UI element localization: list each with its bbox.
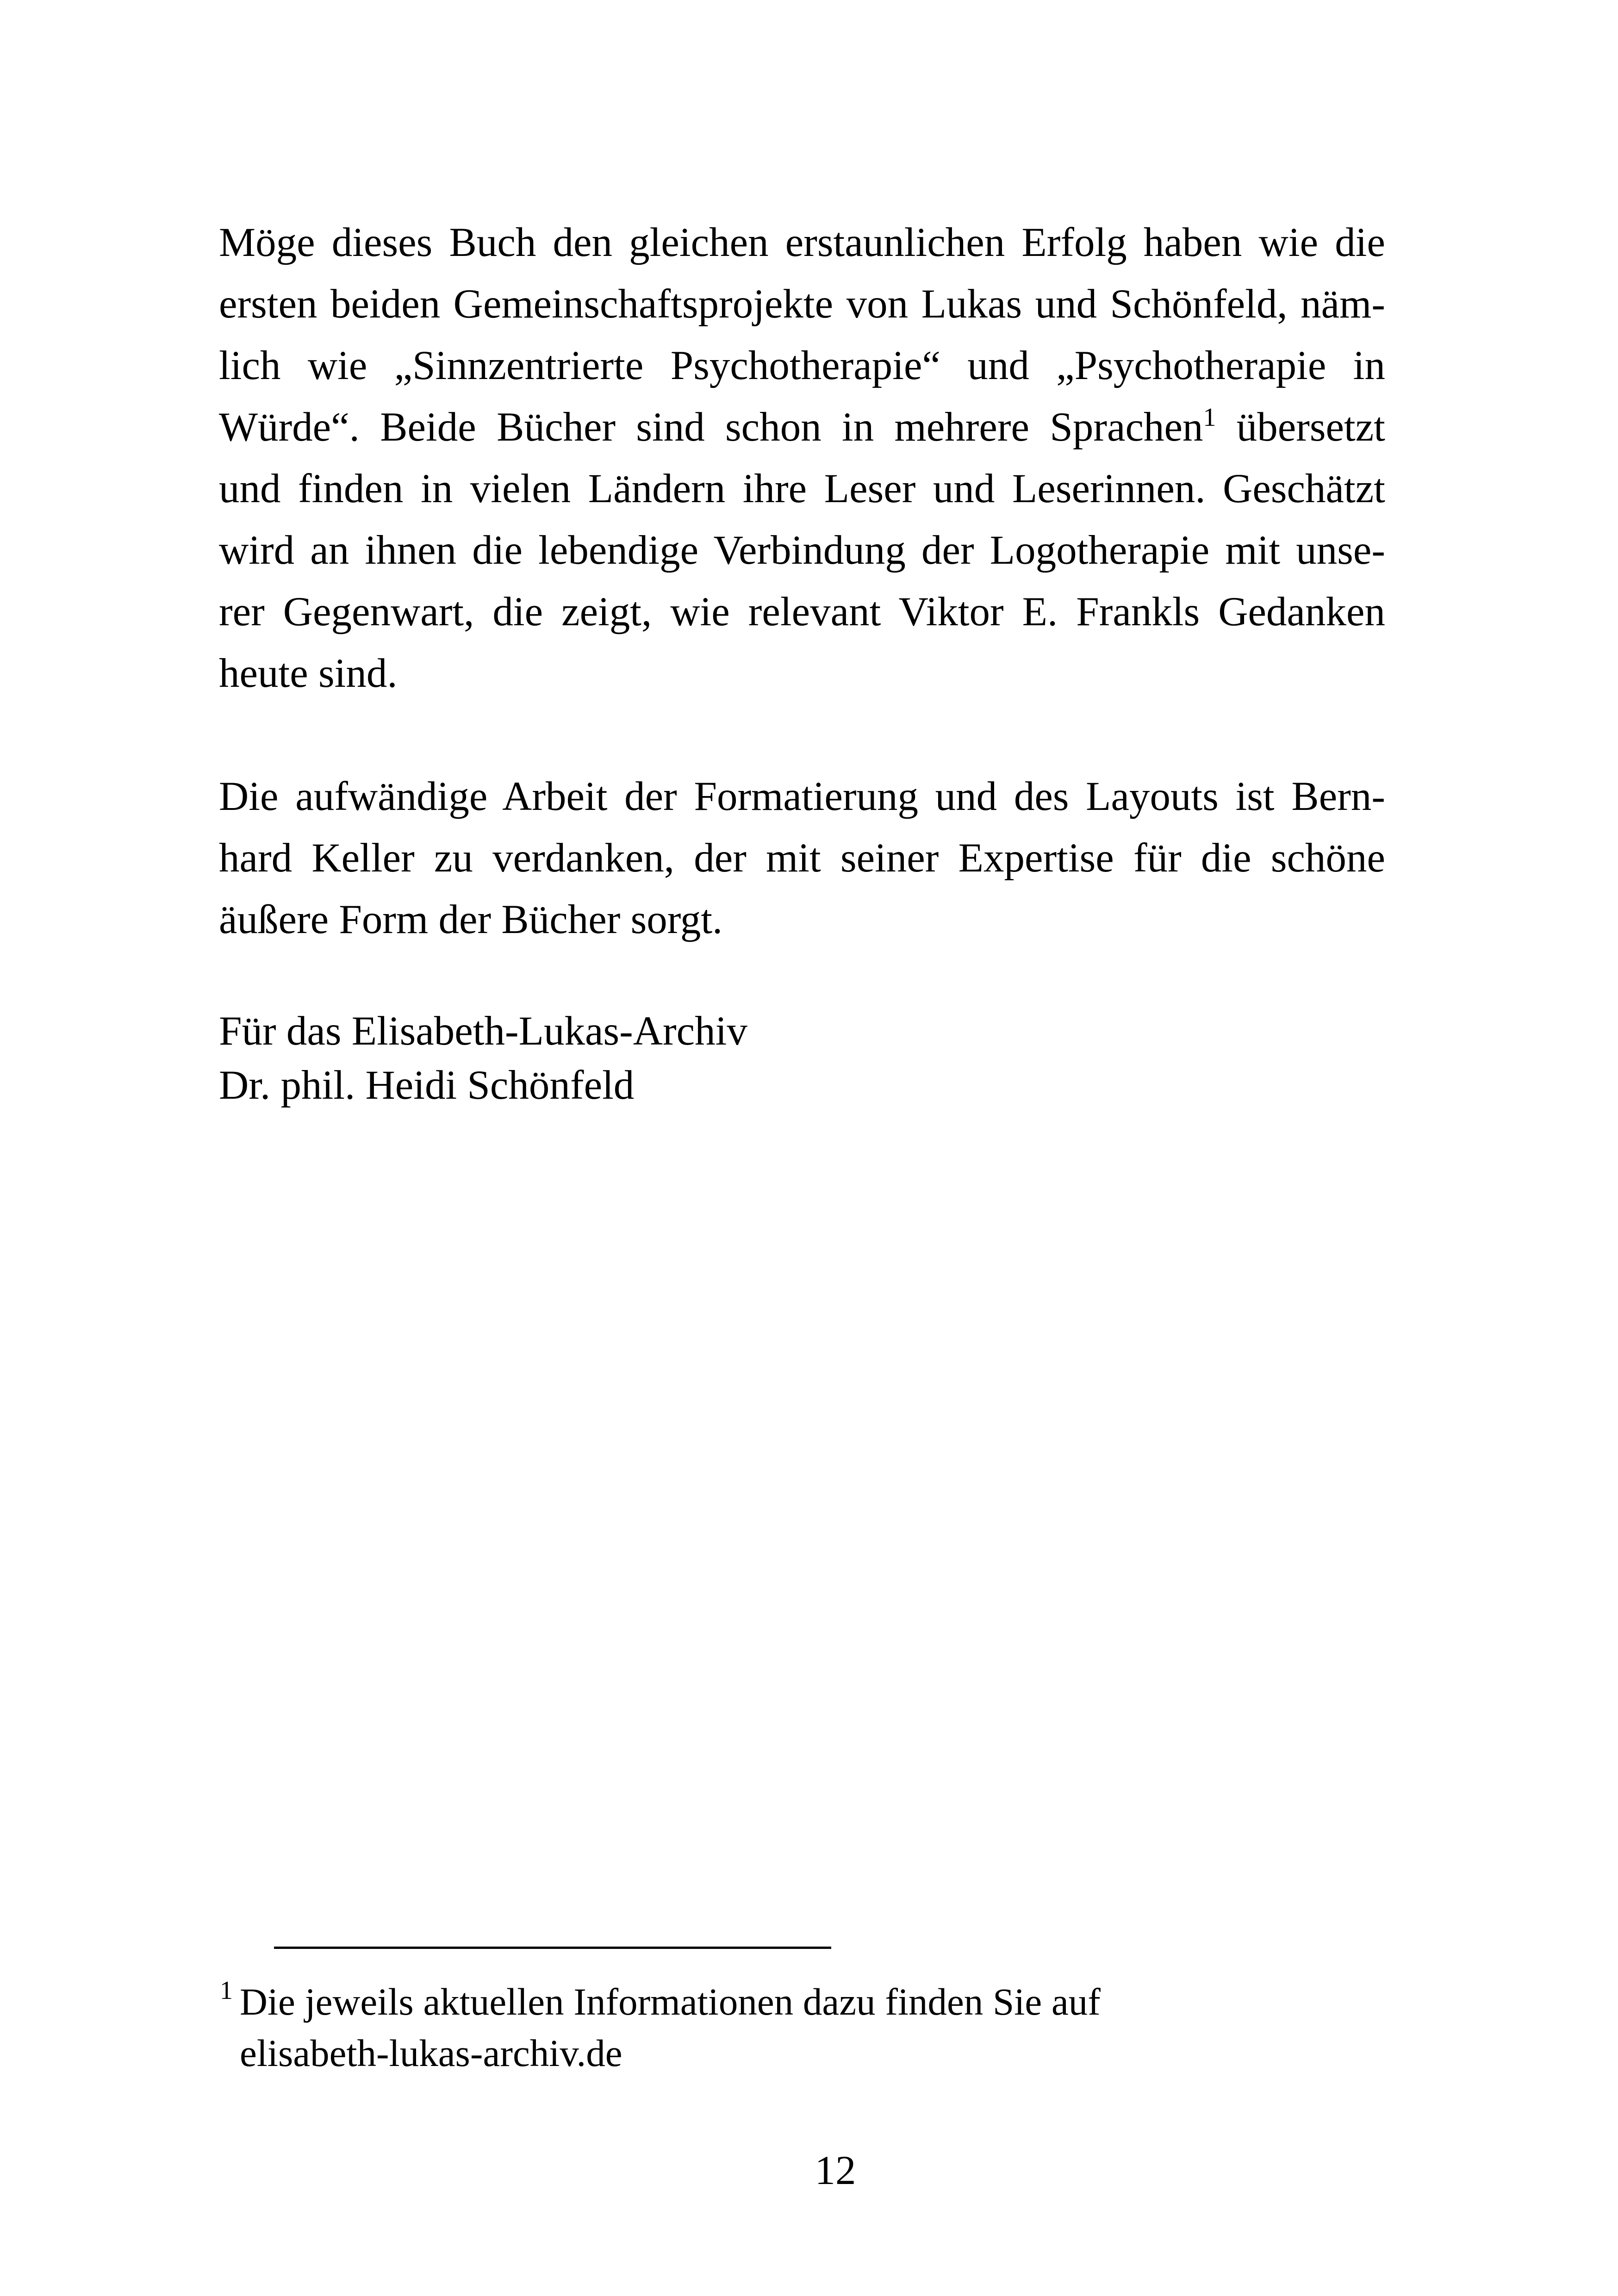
- footnote-separator-rule: [274, 1947, 831, 1949]
- paragraph-line: rer Gegenwart, die zeigt, wie relevant Viktor E. Frankls Gedanken: [219, 589, 1385, 635]
- paragraph-line: Möge dieses Buch den gleichen erstaunlichen Erfolg haben wie die: [219, 220, 1385, 265]
- footnote-line: elisabeth-lukas-archiv.de: [240, 2032, 622, 2074]
- paragraph-line: hard Keller zu verdanken, der mit seiner Expertise für die schöne: [219, 835, 1385, 881]
- footnote-marker: 1: [220, 1976, 233, 2005]
- page-number: 12: [815, 2148, 856, 2193]
- body-paragraph: [219, 212, 1385, 704]
- paragraph-line: wird an ihnen die lebendige Verbindung der Logotherapie mit unse-: [219, 528, 1385, 573]
- paragraph-line: äußere Form der Bücher sorgt.: [219, 897, 723, 942]
- footnote-reference: 1: [1203, 403, 1216, 432]
- body-paragraph: [219, 766, 1385, 951]
- paragraph-line: Die aufwändige Arbeit der Formatierung und des Layouts ist Bern-: [219, 774, 1385, 819]
- signature-organization: Für das Elisabeth-Lukas-Archiv: [219, 1008, 747, 1054]
- paragraph-line: [219, 397, 1385, 458]
- paragraph-line: und finden in vielen Ländern ihre Leser und Leserinnen. Geschätzt: [219, 466, 1385, 511]
- signature-name: Dr. phil. Heidi Schönfeld: [219, 1063, 635, 1108]
- paragraph-line: ersten beiden Gemeinschaftsprojekte von Lukas und Schönfeld, näm-: [219, 281, 1385, 327]
- paragraph-line: lich wie „Sinnzentrierte Psychotherapie“ und „Psychotherapie in: [219, 343, 1385, 388]
- line-text: Würde“. Beide Bücher sind schon in mehrere Sprachen: [219, 404, 1203, 450]
- paragraph-line: heute sind.: [219, 651, 398, 696]
- signature: [219, 1004, 747, 1113]
- footnote: [240, 1976, 1101, 2079]
- line-text: übersetzt: [1216, 404, 1386, 450]
- footnote-line: Die jeweils aktuellen Informationen dazu finden Sie auf: [240, 1980, 1101, 2023]
